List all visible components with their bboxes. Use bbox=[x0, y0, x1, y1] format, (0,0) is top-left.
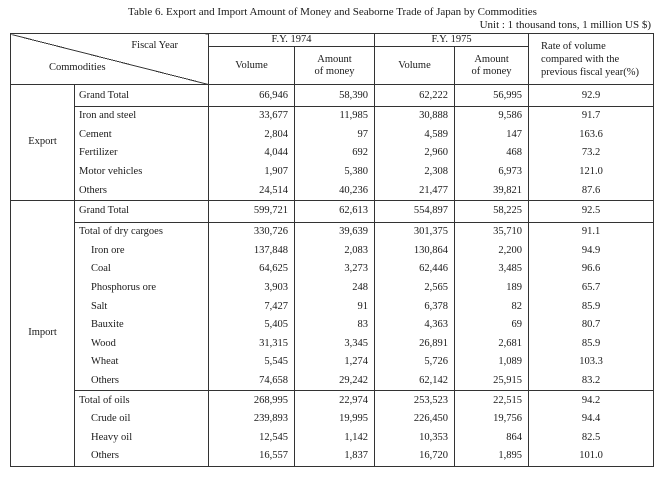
commodity-name: Total of oils bbox=[75, 391, 209, 410]
table-row bbox=[11, 391, 654, 410]
amount-1974: 62,613 bbox=[295, 200, 375, 222]
volume-1975: 130,864 bbox=[375, 242, 455, 261]
rate-header bbox=[529, 34, 654, 85]
commodity-name: Cement bbox=[75, 126, 209, 145]
rate-value: 103.3 bbox=[529, 353, 654, 372]
volume-1974: 239,893 bbox=[209, 410, 295, 429]
rate-value: 121.0 bbox=[529, 163, 654, 182]
amount-1975: 864 bbox=[455, 429, 529, 448]
rate-value: 101.0 bbox=[529, 447, 654, 466]
amount-1975: 56,995 bbox=[455, 85, 529, 107]
volume-1975: 62,446 bbox=[375, 260, 455, 279]
table-body bbox=[11, 85, 654, 467]
volume-1975: 226,450 bbox=[375, 410, 455, 429]
table-row bbox=[11, 144, 654, 163]
volume-1975: 62,222 bbox=[375, 85, 455, 107]
table-row bbox=[11, 85, 654, 107]
commodity-name: Salt bbox=[75, 297, 209, 316]
volume-1975-header: Volume bbox=[375, 47, 455, 85]
volume-1975: 301,375 bbox=[375, 222, 455, 241]
commodity-name: Phosphorus ore bbox=[75, 279, 209, 298]
amount-1974: 692 bbox=[295, 144, 375, 163]
amount-1975: 1,089 bbox=[455, 353, 529, 372]
table-row bbox=[11, 410, 654, 429]
amount-1974: 19,995 bbox=[295, 410, 375, 429]
amount-1975: 468 bbox=[455, 144, 529, 163]
commodity-name: Grand Total bbox=[75, 85, 209, 107]
table-row bbox=[11, 200, 654, 222]
amount-1975: 19,756 bbox=[455, 410, 529, 429]
volume-1974: 3,903 bbox=[209, 279, 295, 298]
amount-1975: 189 bbox=[455, 279, 529, 298]
amount-1975: 22,515 bbox=[455, 391, 529, 410]
rate-value: 82.5 bbox=[529, 429, 654, 448]
volume-1974: 137,848 bbox=[209, 242, 295, 261]
volume-1975: 2,308 bbox=[375, 163, 455, 182]
amount-1975: 6,973 bbox=[455, 163, 529, 182]
amount-1974: 39,639 bbox=[295, 222, 375, 241]
fy1975-header: F.Y. 1975 bbox=[375, 34, 529, 47]
volume-1975: 554,897 bbox=[375, 200, 455, 222]
volume-1975: 2,565 bbox=[375, 279, 455, 298]
amount-1975: 2,681 bbox=[455, 335, 529, 354]
amount-1974-line2: of money bbox=[314, 65, 355, 77]
commodity-name: Bauxite bbox=[75, 316, 209, 335]
commodity-name: Heavy oil bbox=[75, 429, 209, 448]
volume-1975: 26,891 bbox=[375, 335, 455, 354]
amount-1974: 83 bbox=[295, 316, 375, 335]
amount-1974: 91 bbox=[295, 297, 375, 316]
rate-value: 94.4 bbox=[529, 410, 654, 429]
commodity-name: Motor vehicles bbox=[75, 163, 209, 182]
volume-1974: 599,721 bbox=[209, 200, 295, 222]
commodities-label: Commodities bbox=[49, 62, 106, 73]
header-diagonal-cell bbox=[11, 34, 209, 85]
amount-1975: 1,895 bbox=[455, 447, 529, 466]
volume-1975: 30,888 bbox=[375, 107, 455, 126]
amount-1975: 3,485 bbox=[455, 260, 529, 279]
commodity-name: Others bbox=[75, 447, 209, 466]
amount-1974-header bbox=[295, 47, 375, 85]
amount-1975: 69 bbox=[455, 316, 529, 335]
amount-1975-header bbox=[455, 47, 529, 85]
rate-value: 85.9 bbox=[529, 335, 654, 354]
amount-1975: 39,821 bbox=[455, 181, 529, 200]
volume-1974: 5,545 bbox=[209, 353, 295, 372]
commodity-name: Others bbox=[75, 372, 209, 391]
volume-1975: 5,726 bbox=[375, 353, 455, 372]
volume-1975: 4,589 bbox=[375, 126, 455, 145]
table-row bbox=[11, 297, 654, 316]
trade-table bbox=[10, 33, 654, 467]
table-row bbox=[11, 335, 654, 354]
volume-1975: 253,523 bbox=[375, 391, 455, 410]
rate-value: 91.1 bbox=[529, 222, 654, 241]
commodity-name: Crude oil bbox=[75, 410, 209, 429]
volume-1975: 10,353 bbox=[375, 429, 455, 448]
amount-1975: 9,586 bbox=[455, 107, 529, 126]
volume-1974: 12,545 bbox=[209, 429, 295, 448]
volume-1974: 7,427 bbox=[209, 297, 295, 316]
table-title: Table 6. Export and Import Amount of Money and Seaborne Trade of Japan by Commodities bbox=[128, 6, 537, 18]
volume-1974: 1,907 bbox=[209, 163, 295, 182]
table-row bbox=[11, 447, 654, 466]
rate-value: 65.7 bbox=[529, 279, 654, 298]
volume-1975: 6,378 bbox=[375, 297, 455, 316]
table-row bbox=[11, 242, 654, 261]
commodity-name: Total of dry cargoes bbox=[75, 222, 209, 241]
table-row bbox=[11, 429, 654, 448]
volume-1974: 31,315 bbox=[209, 335, 295, 354]
table-row bbox=[11, 260, 654, 279]
table-row bbox=[11, 353, 654, 372]
amount-1974: 3,345 bbox=[295, 335, 375, 354]
rate-value: 92.5 bbox=[529, 200, 654, 222]
amount-1974: 1,142 bbox=[295, 429, 375, 448]
commodity-name: Others bbox=[75, 181, 209, 200]
amount-1975: 25,915 bbox=[455, 372, 529, 391]
amount-1974: 1,274 bbox=[295, 353, 375, 372]
table-row bbox=[11, 316, 654, 335]
commodity-name: Wheat bbox=[75, 353, 209, 372]
rate-value: 83.2 bbox=[529, 372, 654, 391]
volume-1974: 4,044 bbox=[209, 144, 295, 163]
amount-1974: 3,273 bbox=[295, 260, 375, 279]
volume-1974: 5,405 bbox=[209, 316, 295, 335]
commodity-name: Iron and steel bbox=[75, 107, 209, 126]
import-section-label: Import bbox=[11, 200, 75, 466]
volume-1974: 330,726 bbox=[209, 222, 295, 241]
rate-value: 73.2 bbox=[529, 144, 654, 163]
volume-1975: 2,960 bbox=[375, 144, 455, 163]
commodity-name: Coal bbox=[75, 260, 209, 279]
volume-1975: 21,477 bbox=[375, 181, 455, 200]
volume-1974: 33,677 bbox=[209, 107, 295, 126]
amount-1974: 97 bbox=[295, 126, 375, 145]
rate-value: 85.9 bbox=[529, 297, 654, 316]
fy1974-header: F.Y. 1974 bbox=[209, 34, 375, 47]
rate-value: 96.6 bbox=[529, 260, 654, 279]
volume-1974-header: Volume bbox=[209, 47, 295, 85]
rate-header-line2: compared with the bbox=[541, 53, 620, 65]
amount-1974: 248 bbox=[295, 279, 375, 298]
volume-1975: 62,142 bbox=[375, 372, 455, 391]
commodity-name: Grand Total bbox=[75, 200, 209, 222]
amount-1975-line2: of money bbox=[471, 65, 512, 77]
table-row bbox=[11, 372, 654, 391]
fiscal-year-label: Fiscal Year bbox=[131, 40, 178, 51]
volume-1974: 24,514 bbox=[209, 181, 295, 200]
volume-1974: 268,995 bbox=[209, 391, 295, 410]
rate-value: 87.6 bbox=[529, 181, 654, 200]
volume-1975: 16,720 bbox=[375, 447, 455, 466]
rate-value: 163.6 bbox=[529, 126, 654, 145]
amount-1974: 11,985 bbox=[295, 107, 375, 126]
unit-note: Unit : 1 thousand tons, 1 million US $) bbox=[479, 19, 651, 31]
commodity-name: Fertilizer bbox=[75, 144, 209, 163]
volume-1974: 66,946 bbox=[209, 85, 295, 107]
rate-value: 94.2 bbox=[529, 391, 654, 410]
volume-1974: 16,557 bbox=[209, 447, 295, 466]
volume-1974: 2,804 bbox=[209, 126, 295, 145]
amount-1974-line1: Amount bbox=[317, 53, 352, 65]
commodity-name: Wood bbox=[75, 335, 209, 354]
table-row bbox=[11, 126, 654, 145]
amount-1974: 58,390 bbox=[295, 85, 375, 107]
commodity-name: Iron ore bbox=[75, 242, 209, 261]
rate-value: 80.7 bbox=[529, 316, 654, 335]
amount-1975: 147 bbox=[455, 126, 529, 145]
amount-1975: 58,225 bbox=[455, 200, 529, 222]
amount-1975-line1: Amount bbox=[474, 53, 509, 65]
volume-1974: 74,658 bbox=[209, 372, 295, 391]
rate-value: 94.9 bbox=[529, 242, 654, 261]
table-row bbox=[11, 163, 654, 182]
rate-value: 92.9 bbox=[529, 85, 654, 107]
table-row bbox=[11, 279, 654, 298]
amount-1974: 22,974 bbox=[295, 391, 375, 410]
export-section-label: Export bbox=[11, 85, 75, 201]
rate-header-line3: previous fiscal year(%) bbox=[541, 66, 639, 78]
amount-1975: 2,200 bbox=[455, 242, 529, 261]
volume-1974: 64,625 bbox=[209, 260, 295, 279]
amount-1974: 2,083 bbox=[295, 242, 375, 261]
volume-1975: 4,363 bbox=[375, 316, 455, 335]
rate-value: 91.7 bbox=[529, 107, 654, 126]
amount-1975: 35,710 bbox=[455, 222, 529, 241]
rate-header-line1: Rate of volume bbox=[541, 40, 606, 52]
table-row bbox=[11, 222, 654, 241]
amount-1975: 82 bbox=[455, 297, 529, 316]
table-row bbox=[11, 181, 654, 200]
amount-1974: 1,837 bbox=[295, 447, 375, 466]
table-row bbox=[11, 107, 654, 126]
amount-1974: 40,236 bbox=[295, 181, 375, 200]
amount-1974: 29,242 bbox=[295, 372, 375, 391]
amount-1974: 5,380 bbox=[295, 163, 375, 182]
